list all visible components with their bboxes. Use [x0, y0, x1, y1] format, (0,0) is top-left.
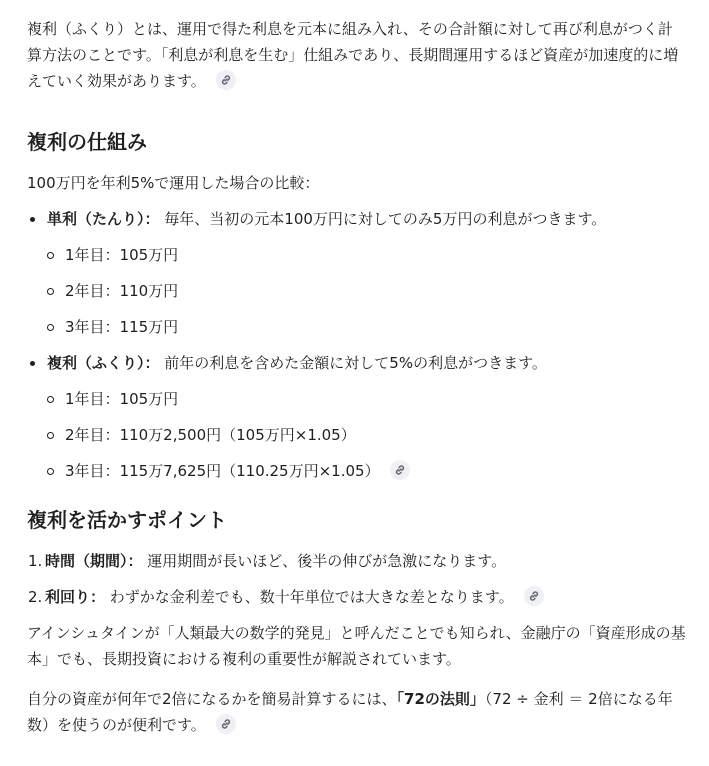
comparison-lead: 100万円を年利5%で運用した場合の比較：: [27, 174, 320, 192]
simple-interest-desc: 毎年、当初の元本100万円に対してのみ5万円の利息がつきます。: [164, 210, 607, 228]
points-heading: 複利を活かすポイント: [27, 508, 227, 532]
list-item: 1年目：105万円: [47, 386, 687, 412]
compound-interest-label: 複利（ふくり）：: [47, 354, 160, 372]
point-desc: わずかな金利差でも、数十年単位では大きな差となります。: [109, 588, 514, 606]
compound-year3-text: 3年目：115万7,625円（110.25万円×1.05）: [65, 462, 380, 480]
link-icon: [220, 74, 232, 86]
mechanism-heading: 複利の仕組み: [27, 130, 147, 154]
point-number: 2.: [28, 588, 43, 606]
list-item: [47, 458, 687, 484]
point-label: 利回り：: [45, 588, 106, 606]
einstein-paragraph: アインシュタインが「人類最大の数学的発見」と呼んだことでも知られ、金融庁の「資産形成の基本」でも、長期投資における複利の重要性が解説されています。: [27, 624, 686, 668]
answer-content: [27, 16, 687, 738]
source-link-button[interactable]: [216, 714, 236, 734]
list-item: 2年目：110万円: [47, 278, 687, 304]
simple-interest-label: 単利（たんり）：: [47, 210, 160, 228]
source-link-button[interactable]: [390, 460, 410, 480]
link-icon: [220, 718, 232, 730]
rule72-after: （72 ÷ 金利 ＝ 2倍になる年数）を使うのが便利です。: [27, 690, 673, 734]
point-number: 1.: [28, 552, 43, 570]
compound-interest-desc: 前年の利息を含めた金額に対して5%の利息がつきます。: [164, 354, 547, 372]
list-item-simple-interest: [27, 206, 687, 340]
interest-type-list: [27, 206, 687, 484]
rule72-bold: 「72の法則」: [396, 690, 485, 708]
intro-text: 複利（ふくり）とは、運用で得た利息を元本に組み入れ、その合計額に対して再び利息がつく計算方法のことです。「利息が利息を生む」仕組みであり、長期間運用するほど資産が加速度的に増えていく効果があります。: [27, 20, 679, 90]
list-item: 1年目：105万円: [47, 242, 687, 268]
list-item: 3年目：115万円: [47, 314, 687, 340]
link-icon: [528, 590, 540, 602]
point-label: 時間（期間）：: [45, 552, 143, 570]
source-link-button[interactable]: [216, 70, 236, 90]
rule72-before: 自分の資産が何年で2倍になるかを簡易計算するには、: [27, 690, 397, 708]
list-item-point-time: [27, 548, 687, 574]
intro-paragraph: [27, 16, 687, 94]
list-item: 2年目：110万2,500円（105万円×1.05）: [47, 422, 687, 448]
points-list: [27, 548, 687, 610]
rule72-paragraph: [27, 686, 687, 738]
link-icon: [394, 464, 406, 476]
source-link-button[interactable]: [524, 586, 544, 606]
list-item-compound-interest: [27, 350, 687, 484]
point-desc: 運用期間が長いほど、後半の伸びが急激になります。: [147, 552, 507, 570]
simple-years-list: [47, 242, 687, 340]
list-item-point-yield: [27, 584, 687, 610]
compound-years-list: [47, 386, 687, 484]
